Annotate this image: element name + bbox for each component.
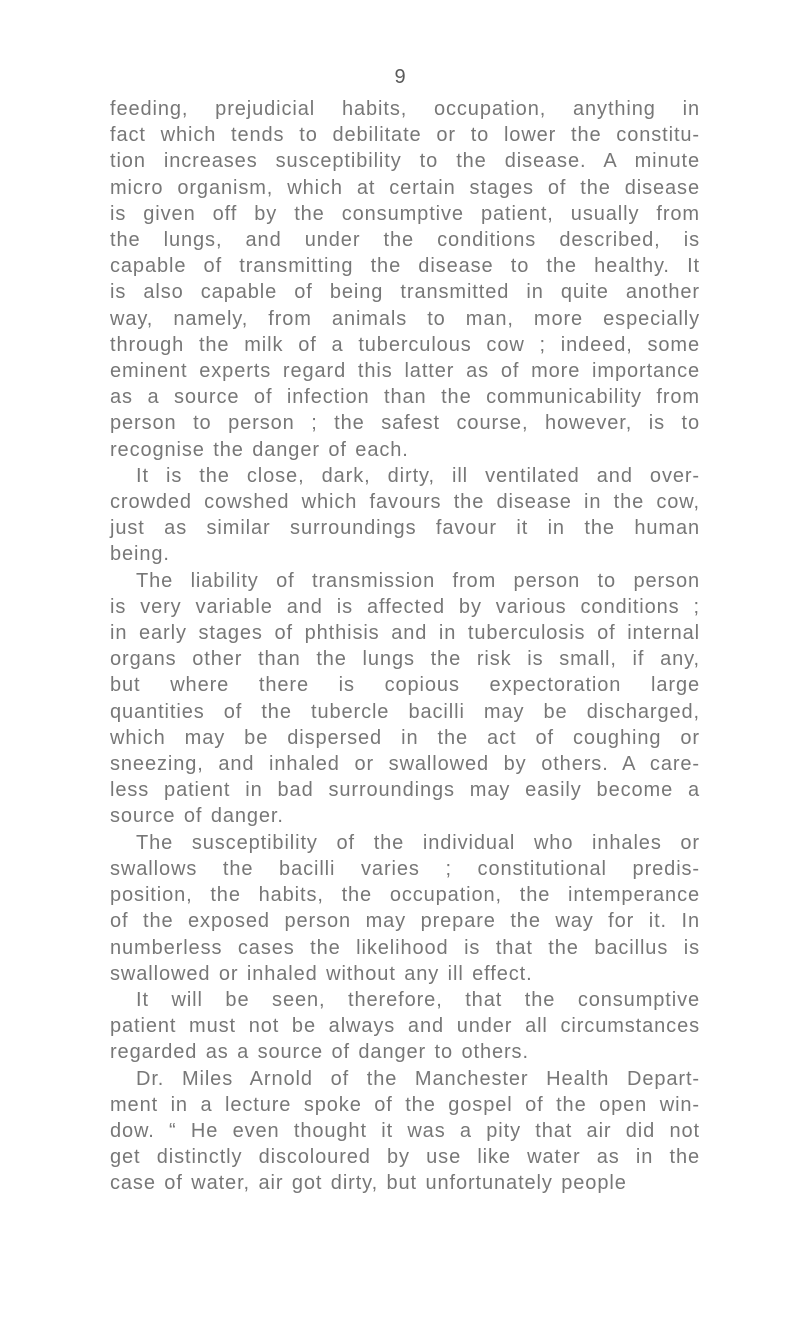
text-line: capable of transmitting the disease to the healthy. It [110, 255, 700, 278]
text-line: micro organism, which at certain stages of the disease [110, 176, 700, 199]
text-line: is given off by the consumptive patient, usually from [110, 202, 700, 225]
text-line: in early stages of phthisis and in tuberculosis of internal [110, 622, 700, 645]
text-line: way, namely, from animals to man, more especially [110, 307, 700, 330]
paragraph [110, 568, 700, 830]
text-line: of the exposed person may prepare the way for it. In [110, 910, 700, 933]
paragraph [110, 1066, 700, 1197]
text-line: The susceptibility of the individual who inhales or [136, 831, 700, 854]
text-line: swallowed or inhaled without any ill effect. [110, 962, 533, 985]
text-line: recognise the danger of each. [110, 438, 409, 461]
text-line: eminent experts regard this latter as of more importance [110, 360, 700, 383]
paragraph [110, 463, 700, 568]
text-line: Dr. Miles Arnold of the Manchester Health Depart- [136, 1067, 700, 1090]
text-line: patient must not be always and under all circumstances [110, 1015, 700, 1038]
paragraph [110, 987, 700, 1066]
paragraph [110, 830, 700, 987]
text-line: is also capable of being transmitted in quite another [110, 281, 700, 304]
text-line: sneezing, and inhaled or swallowed by others. A care- [110, 753, 700, 776]
text-line: The liability of transmission from person to person [136, 569, 700, 592]
text-line: position, the habits, the occupation, the intemperance [110, 884, 700, 907]
page-number: 9 [394, 66, 406, 88]
text-line: quantities of the tubercle bacilli may be discharged, [110, 700, 700, 723]
paragraph [110, 96, 700, 463]
text-line: ment in a lecture spoke of the gospel of the open win- [110, 1093, 700, 1116]
text-line: fact which tends to debilitate or to lower the constitu- [110, 124, 700, 147]
text-line: just as similar surroundings favour it in the human [110, 517, 700, 540]
text-line: crowded cowshed which favours the disease in the cow, [110, 491, 700, 514]
text-line: numberless cases the likelihood is that the bacillus is [110, 936, 700, 959]
text-line: regarded as a source of danger to others. [110, 1041, 529, 1064]
text-line: dow. “ He even thought it was a pity that air did not [110, 1119, 700, 1142]
text-line: It will be seen, therefore, that the consumptive [136, 988, 700, 1011]
text-line: which may be dispersed in the act of coughing or [110, 726, 700, 749]
text-line: through the milk of a tuberculous cow ; indeed, some [110, 333, 700, 356]
text-line: source of danger. [110, 805, 284, 828]
text-line: feeding, prejudicial habits, occupation, anything in [110, 98, 700, 120]
text-line: being. [110, 543, 170, 566]
text-line: get distinctly discoloured by use like water as in the [110, 1146, 700, 1169]
text-line: person to person ; the safest course, however, is to [110, 412, 700, 435]
text-line: as a source of infection than the communicability from [110, 386, 700, 409]
text-line: the lungs, and under the conditions described, is [110, 229, 700, 252]
text-line: case of water, air got dirty, but unfortunately people [110, 1172, 627, 1195]
text-line: but where there is copious expectoration large [110, 674, 700, 697]
text-line: organs other than the lungs the risk is small, if any, [110, 648, 700, 671]
text-line: is very variable and is affected by various conditions ; [110, 595, 700, 618]
text-line: swallows the bacilli varies ; constitutional predis- [110, 857, 700, 880]
body-text [110, 96, 700, 1197]
text-line: tion increases susceptibility to the disease. A minute [110, 150, 700, 173]
text-line: less patient in bad surroundings may easily become a [110, 779, 700, 802]
text-line: It is the close, dark, dirty, ill ventilated and over- [136, 464, 700, 487]
